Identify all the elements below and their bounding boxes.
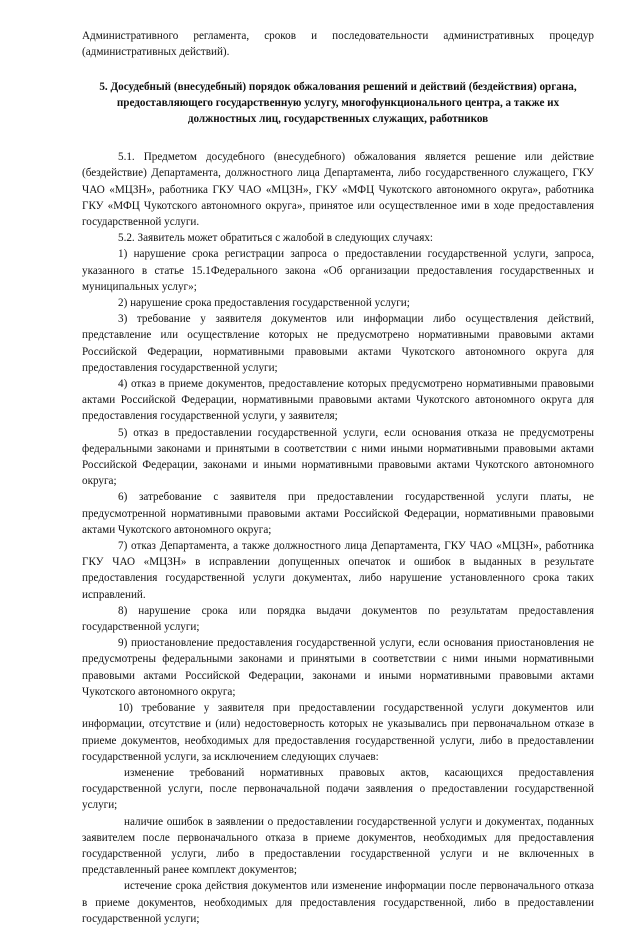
exception-item-1: изменение требований нормативных правовых актов, касающихся предоставления государственной услуги, после первоначальной подачи заявления о предоставлении государственной услуги; (82, 766, 594, 812)
list-item-7: 7) отказ Департамента, а также должностного лица Департамента, ГКУ ЧАО «МЦЗН», работника ГКУ ЧАО «МЦЗН» в исправлении допущенных опечаток и ошибок в выданных в результате предоставления государственной услуги документах, либо нарушение установленного срока таких исправлений. (82, 540, 594, 601)
list-item-6: 6) затребование с заявителя при предоставлении государственной услуги платы, не предусмотренной нормативными правовыми актами Российской Федерации, нормативными правовыми актами Чукотского автономного округа; (82, 491, 594, 536)
exception-item-2: наличие ошибок в заявлении о предоставлении государственной услуги и документах, поданных заявителем после первоначального отказа в приеме документов, необходимых для предоставления государственной услуги, либо в предоставлении государственной услуги и не включенных в представленный ранее комплект документов; (82, 815, 594, 877)
list-item-1: 1) нарушение срока регистрации запроса о предоставлении государственной услуги, запроса, указанного в статье 15.1Федерального закона «Об организации предоставления государственных и муниципальных услуг»; (82, 248, 594, 293)
paragraph-5-2: 5.2. Заявитель может обратиться с жалобой в следующих случаях: (118, 232, 433, 245)
list-item-10: 10) требование у заявителя при предоставлении государственной услуги документов или информации, отсутствие и (или) недостоверность которых не указывались при первоначальном отказе в приеме документов, необходимых для предоставления государственной услуги, либо в предоставлении государственной услуги, за исключением следующих случаев: (82, 702, 594, 763)
list-item-4: 4) отказ в приеме документов, предоставление которых предусмотрено нормативными правовыми актами Российской Федерации, нормативными правовыми актами Чукотского автономного округа для предоставления государственной услуги, у заявителя; (82, 378, 594, 423)
section-title: 5. Досудебный (внесудебный) порядок обжалования решений и действий (бездействия) органа, предоставляющего государственную услугу, многофункционального центра, а также их должностных лиц, государственных служащих, работников (99, 81, 577, 125)
exception-item-3: истечение срока действия документов или изменение информации после первоначального отказа в приеме документов, необходимых для предоставления государственной, либо в предоставлении государственной услуги; (82, 880, 594, 925)
paragraph-5-1: 5.1. Предметом досудебного (внесудебного) обжалования является решение или действие (бездействие) Департамента, должностного лица Департамента, либо государственного служащего, ГКУ ЧАО «МЦЗН», работника ГКУ ЧАО «МЦЗН», ГКУ «МФЦ Чукотского автономного округа», работника ГКУ «МФЦ Чукотского автономного округа», принятое или осуществленное ими в ходе предоставления государственной услуги. (82, 151, 594, 228)
list-item-9: 9) приостановление предоставления государственной услуги, если основания приостановления не предусмотрены федеральными законами и принятыми в соответствии с ними иными нормативными правовыми актами Российской Федерации, законами и иными нормативными правовыми актами Чукотского автономного округа; (82, 637, 594, 698)
list-item-8: 8) нарушение срока или порядка выдачи документов по результатам предоставления государственной услуги; (82, 604, 594, 634)
list-item-2: 2) нарушение срока предоставления государственной услуги; (118, 297, 410, 310)
intro-paragraph: Административного регламента, сроков и последовательности административных процедур (административных действий). (82, 30, 594, 59)
list-item-3: 3) требование у заявителя документов или информации либо осуществления действий, представление или осуществление которых не предусмотрено нормативными правовыми актами Российской Федерации, нормативными правовыми актами Чукотского автономного округа для предоставления государственной услуги; (82, 313, 594, 374)
list-item-5: 5) отказ в предоставлении государственной услуги, если основания отказа не предусмотрены федеральными законами и принятыми в соответствии с ними иными нормативными правовыми актами Российской Федерации, законами и иными нормативными правовыми актами Чукотского автономного округа; (82, 426, 594, 488)
